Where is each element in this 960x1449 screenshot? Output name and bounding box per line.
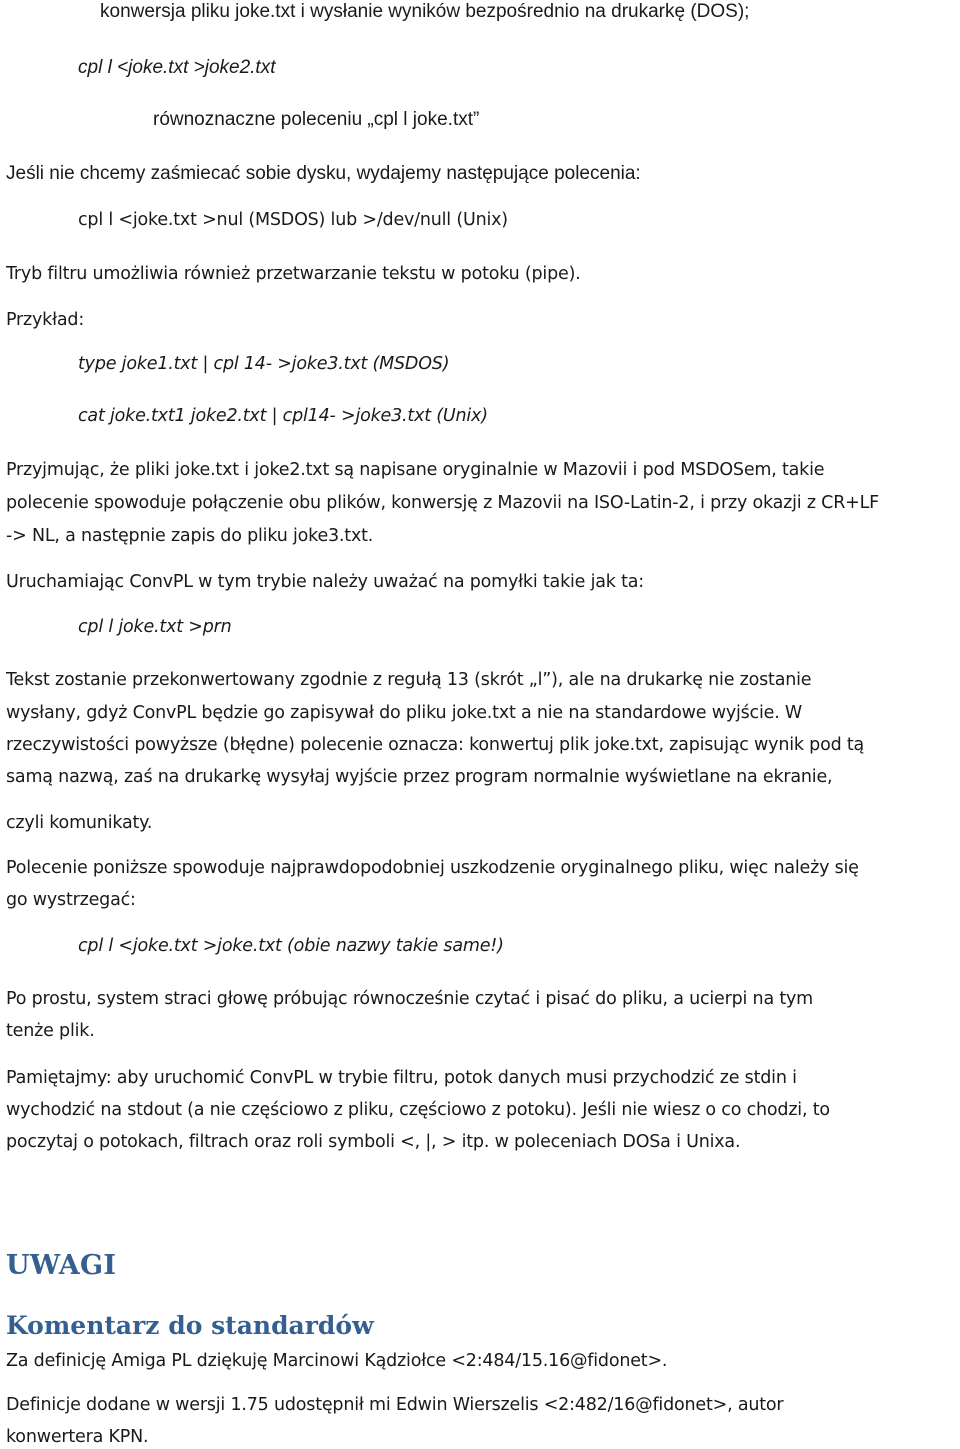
text-line: rzeczywistości powyższe (błędne) polecenie oznacza: konwertuj plik joke.txt, zapisując wynik pod tą — [6, 735, 865, 755]
text-line: tenże plik. — [6, 1021, 95, 1041]
command-line: cpl l <joke.txt >joke.txt (obie nazwy takie same!) — [78, 936, 504, 956]
text-line: polecenie spowoduje połączenie obu plików, konwersję z Mazovii na ISO-Latin-2, i przy okazji z CR+LF — [6, 493, 880, 513]
text-line: poczytaj o potokach, filtrach oraz roli symboli <, |, > itp. w poleceniach DOSa i Unixa. — [6, 1132, 741, 1152]
text-line: Za definicję Amiga PL dziękuję Marcinowi Kądziołce <2:484/15.16@fidonet>. — [6, 1351, 668, 1371]
text-line: Tryb filtru umożliwia również przetwarzanie tekstu w potoku (pipe). — [6, 264, 581, 284]
text-line: wychodzić na stdout (a nie częściowo z pliku, częściowo z potoku). Jeśli nie wiesz o co chodzi, to — [6, 1100, 830, 1120]
section-heading-uwagi: UWAGI — [6, 1250, 117, 1281]
text-line: Przykład: — [6, 310, 85, 330]
text-line: Definicje dodane w wersji 1.75 udostępnił mi Edwin Wierszelis <2:482/16@fidonet>, autor — [6, 1395, 784, 1415]
text-line: konwertera KPN. — [6, 1427, 149, 1447]
command-line: cpl l joke.txt >prn — [78, 617, 232, 637]
text-line: Po prostu, system straci głowę próbując równocześnie czytać i pisać do pliku, a ucierpi na tym — [6, 989, 813, 1009]
text-line: Uruchamiając ConvPL w tym trybie należy uważać na pomyłki takie jak ta: — [6, 572, 644, 592]
text-line: samą nazwą, zaś na drukarkę wysyłaj wyjście przez program normalnie wyświetlane na ekranie, — [6, 767, 833, 787]
command-line: cat joke.txt1 joke2.txt | cpl14- >joke3.txt (Unix) — [78, 406, 488, 426]
text-line: Przyjmując, że pliki joke.txt i joke2.txt są napisane oryginalnie w Mazovii i pod MSDOSem, takie — [6, 460, 825, 480]
text-line: równoznaczne poleceniu „cpl l joke.txt” — [153, 109, 480, 130]
text-line: czyli komunikaty. — [6, 813, 153, 833]
text-line: wysłany, gdyż ConvPL będzie go zapisywał do pliku joke.txt a nie na standardowe wyjście. W — [6, 703, 803, 723]
command-line: cpl l <joke.txt >joke2.txt — [78, 57, 276, 78]
command-line: cpl l <joke.txt >nul (MSDOS) lub >/dev/null (Unix) — [78, 210, 508, 230]
text-line: Polecenie poniższe spowoduje najprawdopodobniej uszkodzenie oryginalnego pliku, więc należy się — [6, 858, 859, 878]
text-line: konwersja pliku joke.txt i wysłanie wyników bezpośrednio na drukarkę (DOS); — [100, 1, 750, 22]
text-line: Pamiętajmy: aby uruchomić ConvPL w trybie filtru, potok danych musi przychodzić ze stdin i — [6, 1068, 797, 1088]
text-line: Tekst zostanie przekonwertowany zgodnie z regułą 13 (skrót „l”), ale na drukarkę nie zostanie — [6, 670, 812, 690]
text-line: go wystrzegać: — [6, 890, 136, 910]
text-line: -> NL, a następnie zapis do pliku joke3.txt. — [6, 526, 374, 546]
text-line: Jeśli nie chcemy zaśmiecać sobie dysku, wydajemy następujące polecenia: — [6, 163, 641, 184]
subsection-heading-komentarz: Komentarz do standardów — [6, 1311, 374, 1340]
command-line: type joke1.txt | cpl 14- >joke3.txt (MSDOS) — [78, 354, 450, 374]
